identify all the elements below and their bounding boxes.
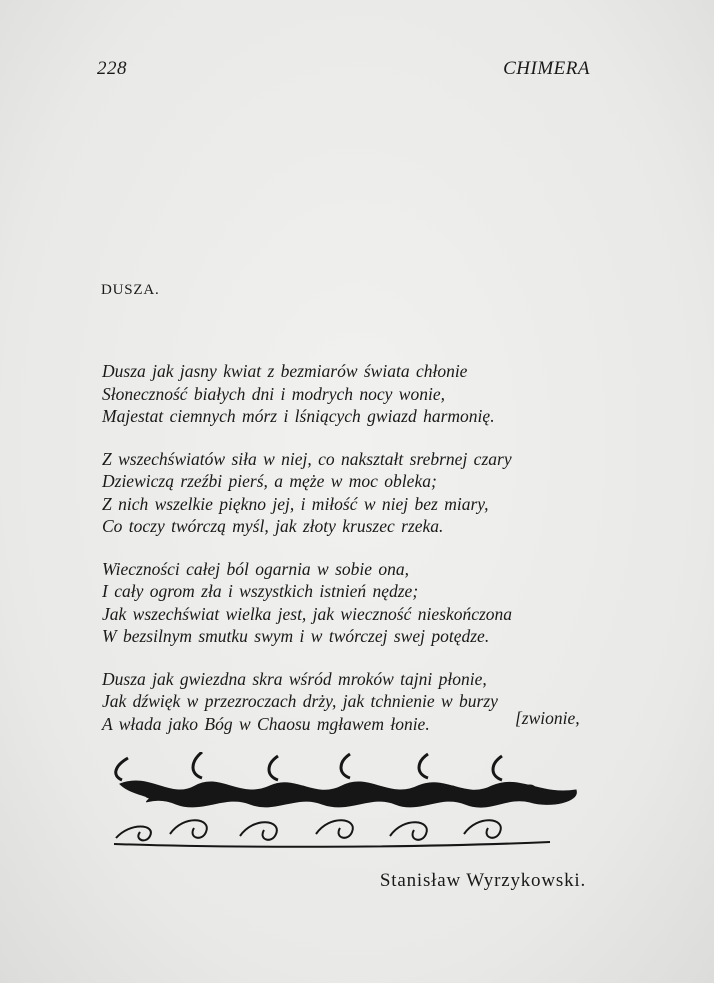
poem-line: Z nich wszelkie piękno jej, i miłość w niej bez miary,	[102, 493, 489, 514]
poem-line: A włada jako Bóg w Chaosu mgławem łonie.	[102, 713, 430, 734]
poem-line: Dziewiczą rzeźbi pierś, a męże w moc obleka;	[102, 471, 437, 491]
stanza-4	[102, 668, 572, 736]
author-signature: Stanisław Wyrzykowski.	[379, 870, 586, 891]
page-number: 228	[97, 58, 127, 79]
poem-line: Jak wszechświat wielka jest, jak wieczność nieskończona	[102, 603, 513, 624]
show-through-text	[330, 96, 550, 228]
overflow-word: [zwionie,	[515, 708, 580, 728]
poem-line: Dusza jak jasny kwiat z bezmiarów świata chłonie	[102, 361, 468, 381]
poem-line: Dusza jak gwiezdna skra wśród mroków tajni płonie,	[102, 668, 487, 689]
stanza-2	[102, 448, 572, 538]
poem-line: Jak dźwięk w przezroczach drży, jak tchnienie w burzy	[102, 691, 498, 711]
stanza-1	[102, 360, 572, 428]
poem-line: Z wszechświatów siła w niej, co nakształt srebrnej czary	[102, 448, 512, 469]
poem-line: Wieczności całej ból ogarnia w sobie ona,	[102, 558, 410, 579]
running-head: CHIMERA	[503, 58, 590, 79]
poem-title: DUSZA.	[101, 282, 160, 298]
poem-body	[102, 360, 572, 755]
poem-line: I cały ogrom zła i wszystkich istnień nędze;	[102, 581, 419, 601]
poem-line: Majestat ciemnych mórz i lśniących gwiazd harmonię.	[102, 406, 495, 426]
poem-line: W bezsilnym smutku swym i w twórczej swej potędze.	[102, 626, 490, 646]
poem-line: Co toczy twórczą myśl, jak złoty kruszec rzeka.	[102, 516, 444, 536]
decorative-wave-frieze-icon	[110, 752, 590, 852]
stanza-3	[102, 558, 572, 648]
poem-line: Słoneczność białych dni i modrych nocy wonie,	[102, 383, 445, 404]
